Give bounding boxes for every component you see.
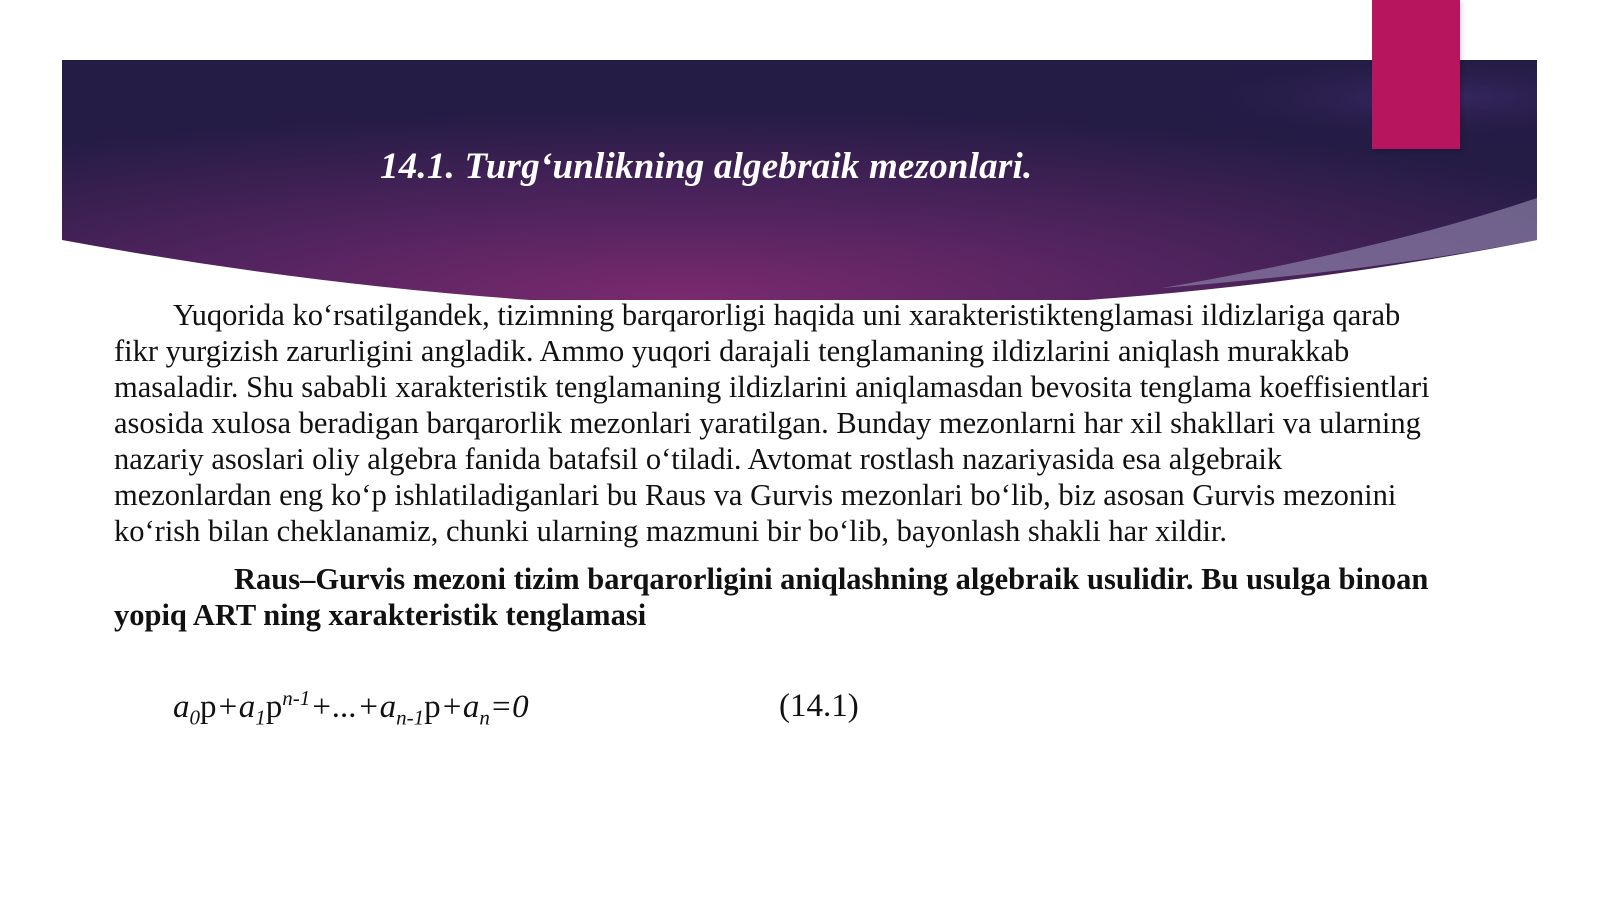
paragraph-intro: Yuqorida ko‘rsatilgandek, tizimning barqarorligi haqida uni xarakteristiktenglamasi ildizlariga qarab fikr yurgizish zarurligini angladik. Ammo yuqori darajali tenglamaning ildizlarini aniqlash murakkab masaladir. Shu sababli xarakteristik tenglamaning ildizlarini aniqlamasdan bevosita tenglama koeffisientlari asosida xulosa beradigan barqarorlik mezonlari yaratilgan. Bunday mezonlarni har xil shakllari va ularning nazariy asoslari oliy algebra fanida batafsil o‘tiladi. Avtomat rostlash nazariyasida esa algebraik mezonlardan eng ko‘p ishlatiladiganlari bu Raus va Gurvis mezonlari bo‘lib, biz asosan Gurvis mezonini ko‘rish bilan cheklanamiz, chunki ularning mazmuni bir bo‘lib, bayonlash shakli har xildir. <box>114 298 1430 548</box>
eq-equals-zero: =0 <box>489 689 529 725</box>
equation-number: (14.1) <box>779 688 859 724</box>
slide-title: 14.1. Turg‘unlikning algebraik mezonlari. <box>380 146 1033 187</box>
eq-p3: p <box>424 689 441 725</box>
eq-plus2: + <box>440 689 463 725</box>
eq-an-sub: n <box>479 705 490 730</box>
eq-an1-sub: n-1 <box>396 705 425 730</box>
eq-a1: a <box>238 689 256 725</box>
characteristic-equation <box>173 686 529 731</box>
body-text <box>114 297 1444 633</box>
eq-plus1: + <box>216 689 239 725</box>
paragraph-raus-gurvis: Raus–Gurvis mezoni tizim barqarorligini aniqlashning algebraik usulidir. Bu usulga binoan yopiq ART ning xarakteristik tenglamasi <box>114 562 1429 632</box>
eq-an1: a <box>379 689 397 725</box>
eq-a1-sub: 1 <box>255 705 266 730</box>
eq-a0: a <box>173 689 190 725</box>
eq-p2-sup: n-1 <box>282 686 311 710</box>
accent-tab <box>1372 0 1460 149</box>
eq-plus-dots: +...+ <box>310 689 380 725</box>
eq-a0-sub: 0 <box>189 705 200 730</box>
eq-an: a <box>462 689 480 725</box>
eq-p2: p <box>265 689 283 725</box>
eq-p1: p <box>200 689 217 725</box>
